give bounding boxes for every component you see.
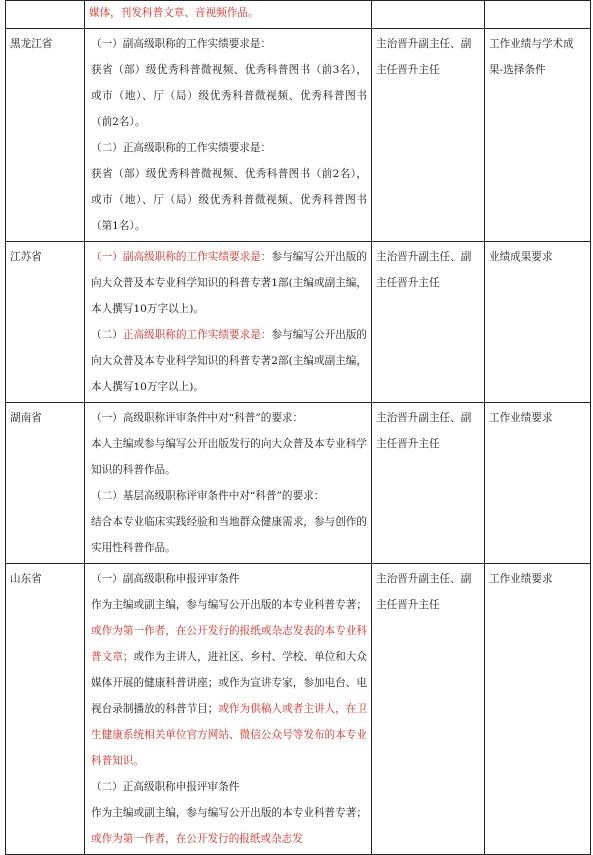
highlighted-text: 或作为第一作者，在公开发行的报纸或杂志发表的本专业科普文章； bbox=[91, 625, 367, 663]
scope-cell: 主治晋升副主任、副主任晋升主任 bbox=[372, 403, 485, 564]
scope-cell bbox=[372, 1, 485, 29]
paragraph bbox=[91, 800, 367, 852]
scope-cell: 主治晋升副主任、副主任晋升主任 bbox=[372, 29, 485, 242]
text-span: （一）副高级职称申报评审条件 bbox=[91, 573, 240, 585]
paragraph: 媒体，刊发科普文章、音视频作品。 bbox=[89, 7, 259, 19]
category-cell: 工作业绩与学术成果-选择条件 bbox=[485, 29, 591, 242]
requirement-cell bbox=[85, 1, 372, 29]
category-cell: 业绩成果要求 bbox=[485, 242, 591, 403]
scope-cell: 主治晋升副主任、副主任晋升主任 bbox=[372, 564, 485, 855]
table-row bbox=[6, 403, 591, 564]
text-span: （二）正高级职称申报评审条件 bbox=[91, 781, 240, 793]
paragraph bbox=[91, 774, 367, 800]
requirement-cell bbox=[85, 29, 372, 242]
paragraph: （一）高级职称评审条件中对“科普”的要求： bbox=[91, 412, 304, 424]
policy-table bbox=[5, 0, 591, 855]
paragraph: 结合本专业临床实践经验和当地群众健康需求，参与创作的实用性科普作品。 bbox=[91, 516, 367, 554]
province-cell: 江苏省 bbox=[6, 242, 85, 403]
province-cell: 黑龙江省 bbox=[6, 29, 85, 242]
paragraph bbox=[91, 592, 367, 774]
paragraph: 获省（部）级优秀科普微视频、优秀科普图书（前3名），或市（地）、厅（局）级优秀科普微视频、优秀科普图书（前2名）。 bbox=[91, 64, 367, 128]
highlighted-text: （一）副高级职称的工作实绩要求是： bbox=[91, 251, 272, 263]
text-span: 参与编写公开出版的向大众普及本专业科学知识的科普专著2部(主编或副主编，本人撰写10万字以上)。 bbox=[91, 329, 368, 393]
table-row bbox=[6, 1, 591, 29]
requirement-cell bbox=[85, 564, 372, 855]
province-cell: 湖南省 bbox=[6, 403, 85, 564]
paragraph bbox=[91, 566, 367, 592]
highlighted-text: 或作为第一作者，在公开发行的报纸或杂志发 bbox=[91, 833, 303, 845]
paragraph: 本人主编或参与编写公开出版发行的向大众普及本专业科学知识的科普作品。 bbox=[91, 438, 367, 476]
text-span: 作为主编或副主编，参与编写公开出版的本专业科普专著； bbox=[91, 807, 367, 819]
paragraph bbox=[91, 322, 367, 400]
table-row bbox=[6, 242, 591, 403]
scope-cell: 主治晋升副主任、副主任晋升主任 bbox=[372, 242, 485, 403]
text-span: 或作为主讲人，进社区、乡村、学校、单位和大众媒体开展的健康科普讲座；或作为宣讲专家，参加电台、电视台录制播放的科普节目； bbox=[91, 651, 368, 715]
province-cell bbox=[6, 1, 85, 29]
table-row bbox=[6, 29, 591, 242]
requirement-cell bbox=[85, 242, 372, 403]
paragraph: （二）正高级职称的工作实绩要求是： bbox=[91, 142, 272, 154]
paragraph: （一）副高级职称的工作实绩要求是： bbox=[91, 38, 272, 50]
requirement-cell bbox=[85, 403, 372, 564]
table-row bbox=[6, 564, 591, 855]
text-span: （二） bbox=[91, 329, 123, 341]
province-cell: 山东省 bbox=[6, 564, 85, 855]
paragraph: 获省（部）级优秀科普微视频、优秀科普图书（前2名），或市（地）、厅（局）级优秀科普微视频、优秀科普图书（第1名）。 bbox=[91, 168, 367, 232]
category-cell bbox=[485, 1, 591, 29]
category-cell: 工作业绩要求 bbox=[485, 403, 591, 564]
text-span: 参与编写公开出版的向大众普及本专业科学知识的科普专著1部(主编或副主编，本人撰写10万字以上)。 bbox=[91, 251, 368, 315]
text-span: 作为主编或副主编，参与编写公开出版的本专业科普专著； bbox=[91, 599, 367, 611]
highlighted-text: 或作为供稿人或者主讲人，在卫生健康系统相关单位官方网站、微信公众号等发布的本专业科普知识。 bbox=[91, 703, 368, 767]
paragraph: （二）基层高级职称评审条件中对“科普”的要求： bbox=[91, 490, 325, 502]
category-cell: 工作业绩要求 bbox=[485, 564, 591, 855]
paragraph bbox=[91, 244, 367, 322]
highlighted-text: 正高级职称的工作实绩要求是： bbox=[122, 329, 272, 341]
